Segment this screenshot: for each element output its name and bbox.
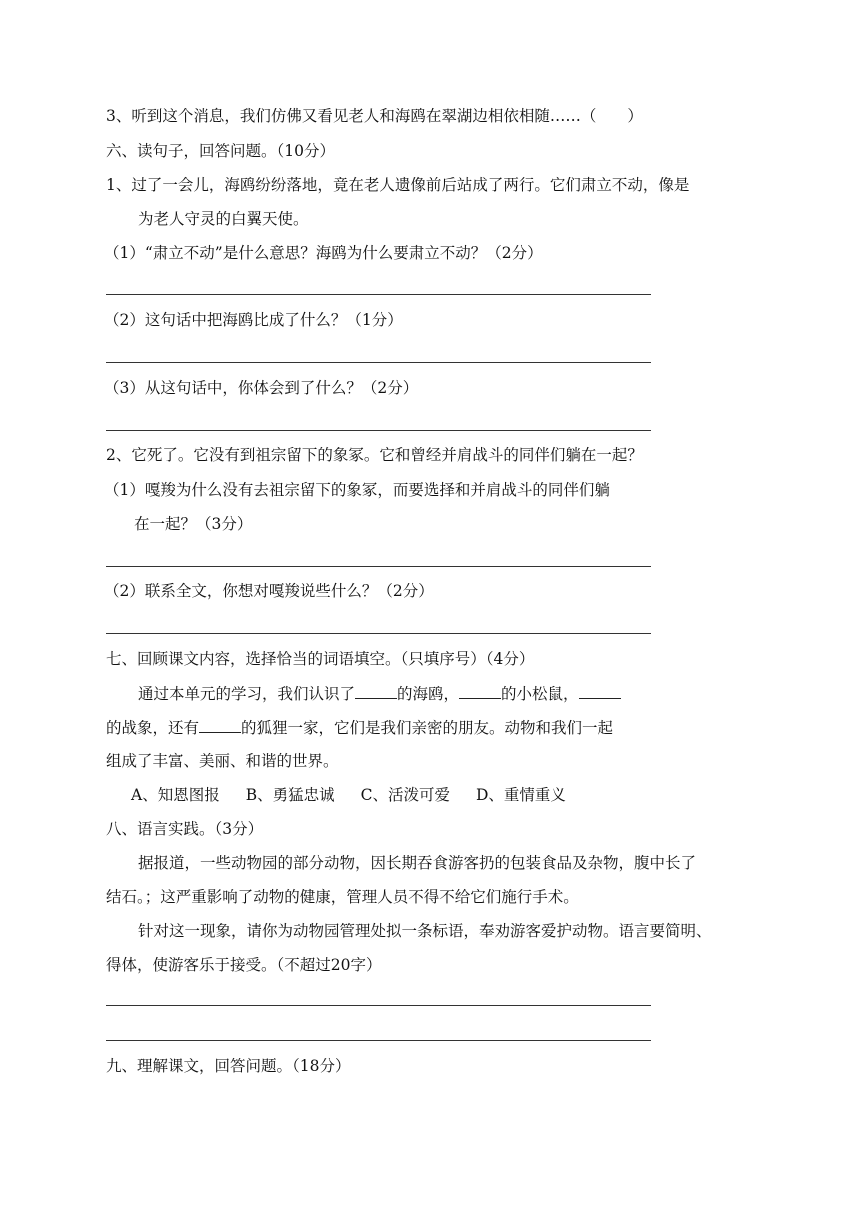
section-9-heading: 九、理解课文，回答问题。（18分） <box>106 1057 351 1075</box>
answer-line[interactable] <box>106 294 651 295</box>
passage-1-question-3: （3）从这句话中，你体会到了什么？（2分） <box>104 379 419 397</box>
answer-line[interactable] <box>106 1005 651 1006</box>
answer-line[interactable] <box>106 1040 651 1041</box>
answer-line[interactable] <box>106 362 651 363</box>
fill-text: 的战象，还有 <box>106 719 200 737</box>
passage-2-text: 2、它死了。它没有到祖宗留下的象冢。它和曾经并肩战斗的同伴们躺在一起？ <box>106 446 643 464</box>
option-b: B、勇猛忠诚 <box>245 786 335 804</box>
passage-1-line-1: 1、过了一会儿，海鸥纷纷落地，竟在老人遗像前后站成了两行。它们肃立不动，像是 <box>106 176 690 194</box>
fill-blank[interactable] <box>199 717 241 733</box>
section-6-heading: 六、读句子，回答问题。（10分） <box>106 142 335 160</box>
section-8-para-2-line-1: 针对这一现象，请你为动物园管理处拟一条标语，奉劝游客爱护动物。语言要简明、 <box>138 922 712 940</box>
fill-blank[interactable] <box>579 683 621 699</box>
passage-1-line-2: 为老人守灵的白翼天使。 <box>138 210 309 228</box>
section-8-para-1-line-1: 据报道，一些动物园的部分动物，因长期吞食游客扔的包装食品及杂物，腹中长了 <box>138 854 697 872</box>
fill-blank[interactable] <box>459 683 501 699</box>
passage-2-question-1-line-1: （1）嘎羧为什么没有去祖宗留下的象冢，而要选择和并肩战斗的同伴们躺 <box>104 481 610 499</box>
option-list <box>131 785 566 805</box>
fill-text: 的小松鼠， <box>501 685 579 703</box>
answer-line[interactable] <box>106 566 651 567</box>
fill-text: 的海鸥， <box>397 685 460 703</box>
fill-blank-line-3: 组成了丰富、美丽、和谐的世界。 <box>106 752 339 770</box>
option-c: C、活泼可爱 <box>360 786 450 804</box>
section-8-para-2-line-2: 得体，使游客乐于接受。（不超过20字） <box>106 956 382 974</box>
passage-1-question-1: （1）“肃立不动”是什么意思？海鸥为什么要肃立不动？（2分） <box>104 244 543 262</box>
answer-line[interactable] <box>106 430 651 431</box>
fill-text: 通过本单元的学习，我们认识了 <box>138 685 356 703</box>
option-d: D、重情重义 <box>475 786 566 804</box>
option-a: A、知恩图报 <box>131 786 220 804</box>
section-8-para-1-line-2: 结石。；这严重影响了动物的健康，管理人员不得不给它们施行手术。 <box>106 888 579 906</box>
fill-blank[interactable] <box>355 683 397 699</box>
fill-text: 的狐狸一家，它们是我们亲密的朋友。动物和我们一起 <box>241 719 614 737</box>
fill-blank-line-1 <box>138 683 621 704</box>
passage-1-question-2: （2）这句话中把海鸥比成了什么？（1分） <box>104 311 403 329</box>
answer-line[interactable] <box>106 633 651 634</box>
question-3-text: 3、听到这个消息，我们仿佛又看见老人和海鸥在翠湖边相依相随……（ ） <box>106 107 643 125</box>
section-8-heading: 八、语言实践。（3分） <box>106 820 264 838</box>
section-7-heading: 七、回顾课文内容，选择恰当的词语填空。（只填序号）（4分） <box>106 650 535 668</box>
passage-2-question-1-line-2: 在一起？（3分） <box>134 515 253 533</box>
passage-2-question-2: （2）联系全文，你想对嘎羧说些什么？（2分） <box>104 582 434 600</box>
fill-blank-line-2 <box>106 717 613 738</box>
